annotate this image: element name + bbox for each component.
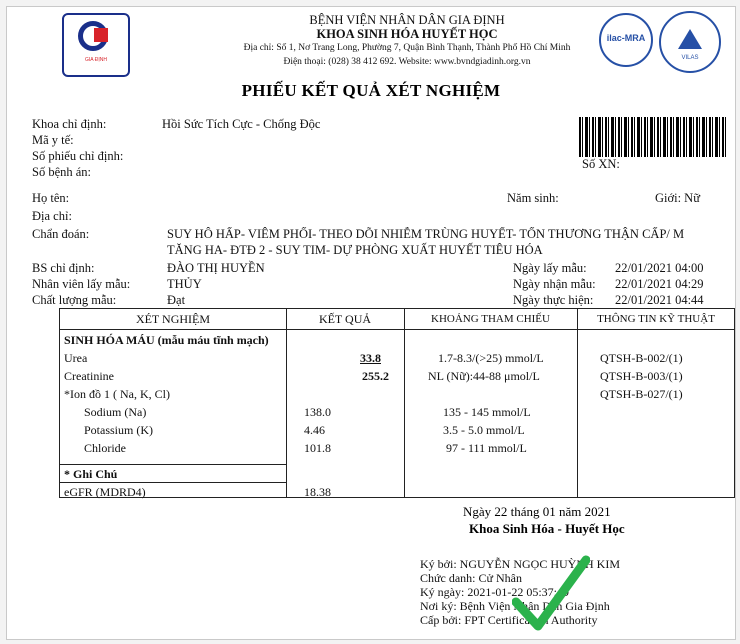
chandoan-line1: SUY HÔ HẤP- VIÊM PHỔI- THEO DÕI NHIỄM TRÙNG HUYẾT- TỔN THƯƠNG THẬN CẤP/ M [167,227,685,241]
row-tech: QTSH-B-003/(1) [600,369,683,383]
signature-check-icon [512,552,590,632]
row-name: *Ion đồ 1 ( Na, K, Cl) [64,387,170,401]
row-name: Potassium (K) [84,423,153,437]
ngaylay-label: Ngày lấy mẫu: [513,261,587,275]
row-ref: 135 - 145 mmol/L [443,405,531,419]
diachi-label: Địa chỉ: [32,209,72,223]
col-header-test: XÉT NGHIỆM [135,312,211,326]
ngaynhan-label: Ngày nhận mẫu: [513,277,596,291]
cert-issuer: Cấp bởi: FPT Certification Authority [420,613,598,627]
logo-text: GIA ĐỊNH [85,57,107,63]
signed-place: Nơi ký: Bệnh Viện Nhân Dân Gia Định [420,599,610,613]
col-header-reference: KHOẢNG THAM CHIẾU [431,313,550,325]
ngaythuc-value: 22/01/2021 04:44 [615,293,704,307]
khoa-label: Khoa chỉ định: [32,117,107,131]
report-dept: Khoa Sinh Hóa - Huyết Học [469,521,625,536]
namsinh-label: Năm sinh: [507,191,559,205]
nv-value: THỦY [167,277,202,291]
sophieu-label: Số phiếu chỉ định: [32,149,124,163]
signed-by: Ký bởi: NGUYỄN NGỌC HUỲNH KIM [420,557,621,571]
row-tech: QTSH-B-027/(1) [600,387,683,401]
note-label: * Ghi Chú [64,467,118,481]
bs-label: BS chỉ định: [32,261,95,275]
bs-value: ĐÀO THỊ HUYỀN [167,261,265,275]
signer-title: Chức danh: Cử Nhân [420,571,522,585]
ilac-mra-badge: ilac-MRA [599,13,653,67]
hoten-label: Họ tên: [32,191,70,205]
egfr-name: eGFR (MDRD4) [64,485,146,499]
vilas-badge: VILAS [659,11,721,73]
results-table [59,308,735,498]
department-name: KHOA SINH HÓA HUYẾT HỌC [316,27,498,41]
col-header-technical: THÔNG TIN KỸ THUẬT [597,313,715,325]
report-date: Ngày 22 tháng 01 năm 2021 [463,504,611,519]
hospital-name: BỆNH VIỆN NHÂN DÂN GIA ĐỊNH [309,13,505,27]
ngaythuc-label: Ngày thực hiện: [513,293,594,307]
row-name: Chloride [84,441,126,455]
row-tech: QTSH-B-002/(1) [600,351,683,365]
cl-value: Đạt [167,293,186,307]
hospital-logo [62,13,130,77]
egfr-value: 18.38 [304,485,331,499]
row-name: Urea [64,351,88,365]
lab-report-page [6,6,736,640]
row-ref: 97 - 111 mmol/L [446,441,527,455]
mayte-label: Mã y tế: [32,133,74,147]
soxn-label: Số XN: [582,157,620,171]
report-title: PHIẾU KẾT QUẢ XÉT NGHIỆM [241,81,501,100]
khoa-value: Hồi Sức Tích Cực - Chống Độc [162,117,321,131]
row-result: 4.46 [304,423,325,437]
sobenhan-label: Số bệnh án: [32,165,92,179]
row-result: 138.0 [304,405,331,419]
row-name: Sodium (Na) [84,405,147,419]
ngaynhan-value: 22/01/2021 04:29 [615,277,704,291]
col-header-result: KẾT QUẢ [318,312,372,326]
cl-label: Chất lượng mẫu: [32,293,117,307]
row-ref: 1.7-8.3/(>25) mmol/L [438,351,544,365]
gioi-label: Giới: Nữ [655,191,700,205]
nv-label: Nhân viên lấy mẫu: [32,277,131,291]
chandoan-label: Chẩn đoán: [32,227,90,241]
row-result: 33.8 [360,351,381,365]
hospital-contact: Điện thoại: (028) 38 412 692. Website: www.bvndgiadinh.org.vn [283,57,531,67]
row-ref: 3.5 - 5.0 mmol/L [443,423,525,437]
barcode [579,117,727,157]
logo-red-square [94,28,108,42]
row-name: Creatinine [64,369,114,383]
hospital-header [187,13,627,69]
row-result: 255.2 [362,369,389,383]
chandoan-line2: TĂNG HA- ĐTĐ 2 - SUY TIM- DỰ PHÒNG XUẤT HUYẾT TIÊU HÓA [167,243,543,257]
hospital-address: Địa chỉ: Số 1, Nơ Trang Long, Phường 7, Quận Bình Thạnh, Thành Phố Hồ Chí Minh [243,43,571,53]
row-result: 101.8 [304,441,331,455]
signed-on: Ký ngày: 2021-01-22 05:37:49 [420,585,569,599]
section-title: SINH HÓA MÁU (mẫu máu tĩnh mạch) [64,333,269,347]
ngaylay-value: 22/01/2021 04:00 [615,261,704,275]
row-ref: NL (Nữ):44-88 μmol/L [428,369,540,383]
